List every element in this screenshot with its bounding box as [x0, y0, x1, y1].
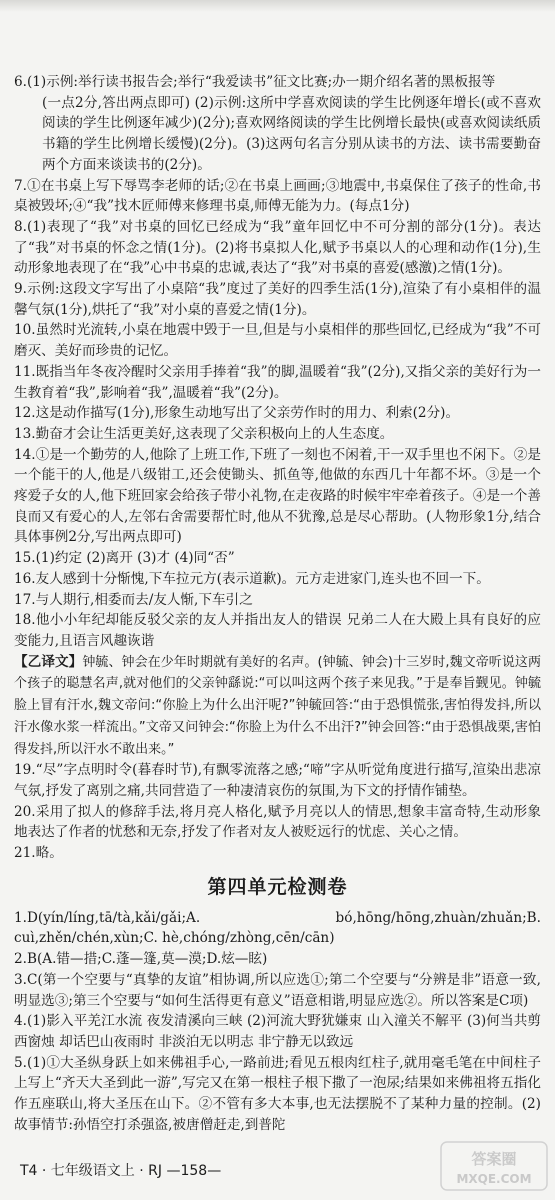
answer-item-q7: 7.①在书桌上写下辱骂李老师的话;②在书桌上画画;③地震中,书桌保住了孩子的性命,书桌被毁坏;④“我”找木匠师傅来修理书桌,师傅无能为力。(每点1分) [14, 177, 541, 215]
answer-item-u3: 3.C(第一个空要与“真挚的友谊”相协调,所以应选①;第二个空要与“分辨是非”语意一致,明显选③;第三个空要与“如何生活得更有意义”语意相谐,明显应选②。所以答案是C项) [14, 971, 541, 1009]
answer-item-u5: 5.(1)①大圣纵身跃上如来佛祖手心,一路前进;看见五根肉红柱子,就用毫毛笔在中间柱子上写上“齐天大圣到此一游”,写完又在第一根柱子根下撒了一泡尿;结果如来佛祖将五指化作五座联山,将大圣压在山下。②不管有多大本事,也无法摆脱不了某种力量的控制。(2)故事情节:孙悟空打杀强盗,被唐僧赶走,到普陀 [14, 1054, 541, 1133]
watermark-line-1: 答案圈 [471, 1150, 517, 1168]
answer-item-q11: 11.既指当年冬夜冷醒时父亲用手捧着“我”的脚,温暖着“我”(2分),又指父亲的美好行为一生教育着“我”,影响着“我”,温暖着“我”(2分)。 [14, 363, 541, 401]
answer-item-u4: 4.(1)影入平羌江水流 夜发清溪向三峡 (2)河流大野犹嫌束 山入潼关不解平 (3)何当共剪西窗烛 却话巴山夜雨时 非淡泊无以明志 非宁静无以致远 [14, 1013, 541, 1050]
answer-item-q17: 17.与人期行,相委而去/友人惭,下车引之 [14, 591, 253, 608]
answer-item-q15: 15.(1)约定 (2)离开 (3)才 (4)同“否” [14, 550, 235, 567]
section-title: 第四单元检测卷 [207, 875, 348, 898]
answer-item-q12: 12.这是动作描写(1分),形象生动地写出了父亲劳作时的用力、利索(2分)。 [14, 405, 460, 422]
answer-item-q9: 9.示例:这段文字写出了小桌陪“我”度过了美好的四季生活(1分),渲染了有小桌相伴的温馨气氛(1分),烘托了“我”对小桌的喜爱之情(1分)。 [14, 281, 541, 318]
answer-item-q6: 6.(1)示例:举行读书报告会;举行“我爱读书”征文比赛;办一期介绍名著的黑板报等 [14, 74, 496, 90]
answer-item-q19: 19.“尽”字点明时令(暮春时节),有飘零流落之感;“啼”字从听觉角度进行描写,渲染出悲凉气氛,抒发了离别之痛,共同营造了一种凄清哀伤的氛围,为下文的抒情作铺垫。 [14, 762, 541, 799]
answer-item-q20: 20.采用了拟人的修辞手法,将月亮人格化,赋予月亮以人的情思,想象丰富奇特,生动形象地表达了作者的忧愁和无奈,抒发了作者对友人被贬远行的忧虑、关心之情。 [14, 803, 541, 841]
answer-item-q10: 10.虽然时光流转,小桌在地震中毁于一旦,但是与小桌相伴的那些回忆,已经成为“我”不可磨灭、美好而珍贵的记忆。 [14, 322, 541, 360]
translation-tag: 【乙译文】 [14, 653, 83, 670]
answer-item-q13: 13.勤奋才会让生活更美好,这表现了父亲积极向上的人生态度。 [14, 425, 394, 442]
answer-item-q21: 21.略。 [14, 845, 63, 862]
answers-part-one [14, 72, 541, 864]
translation-text: 钟毓、钟会在少年时期就有美好的名声。(钟毓、钟会)十三岁时,魏文帝听说这两个孩子的聪慧名声,就对他们的父亲钟繇说:“可以叫这两个孩子来见我。”于是奉旨觐见。钟毓脸上冒有汗水,魏文帝问:“你脸上为什么出汗呢?”钟毓回答:“由于恐惧慌张,害怕得发抖,所以汗水像水浆一样流出。”文帝又问钟会:“你脸上为什么不出汗?”钟会回答:“由于恐惧战栗,害怕得发抖,所以汗水不敢出来。” [14, 654, 542, 757]
answer-item-q8: 8.(1)表现了“我”对书桌的回忆已经成为“我”童年回忆中不可分割的部分(1分)。表达了“我”对书桌的怀念之情(1分)。(2)将书桌拟人化,赋予书桌以人的心理和动作(1分),生动形象地表现了在“我”心中书桌的忠诚,表达了“我”对书桌的喜爱(感激)之情(1分)。 [14, 218, 541, 277]
answer-item-q16: 16.友人感到十分惭愧,下车拉元方(表示道歉)。元方走进家门,连头也不回一下。 [14, 570, 490, 587]
watermark-logo-icon [439, 1138, 549, 1194]
page-footer: T4 · 七年级语文上 · RJ —158— [20, 1163, 222, 1179]
answer-item-u2: 2.B(A.错—措;C.蓬—篷,莫—漠;D.炫—眩) [14, 951, 268, 968]
answer-item-q14: 14.①是一个勤劳的人,他除了上班工作,下班了一刻也不闲着,干一双手里也不闲下。②是一个能干的人,他是八级钳工,还会使锄头、抓鱼等,他做的东西几十年都不坏。③是一个疼爱子女的人,他下班回家会给孩子带小礼物,在走夜路的时候牢牢牵着孩子。④是一个善良而又有爱心的人,左邻右舍需要帮忙时,他从不犹豫,总是尽心帮助。(人物形象1分,结合具体事例2分,写出两点即可) [14, 446, 541, 546]
answer-item-q18: 18.他小小年纪却能反驳父亲的友人并指出友人的错误 兄弟二人在大殿上具有良好的应变能力,且语言风趣诙谐 [14, 612, 541, 649]
answer-item-q6b: (一点2分,答出两点即可) (2)示例:这所中学喜欢阅读的学生比例逐年增长(或不喜欢阅读的学生比例逐年减少)(2分);喜欢网络阅读的学生比例增长最快(或喜欢阅读纸质书籍的学生比例增长缓慢)(2分)。(3)这两句名言分别从读书的方法、读书需要勤奋两个方面来谈读书的(2分)。 [42, 94, 541, 173]
answer-item-u1: 1.D(yín/líng,tā/tà,kǎi/gǎi;A. bó,hōng/hōng,zhuàn/zhuǎn;B. cuì,zhěn/chén,xùn;C. hè,chóng/zhòng,cēn/cān) [14, 909, 541, 947]
answer-item-yiwen [14, 652, 541, 761]
answers-unit-four [14, 908, 541, 1136]
watermark-line-2: MXQE.COM [456, 1172, 532, 1186]
